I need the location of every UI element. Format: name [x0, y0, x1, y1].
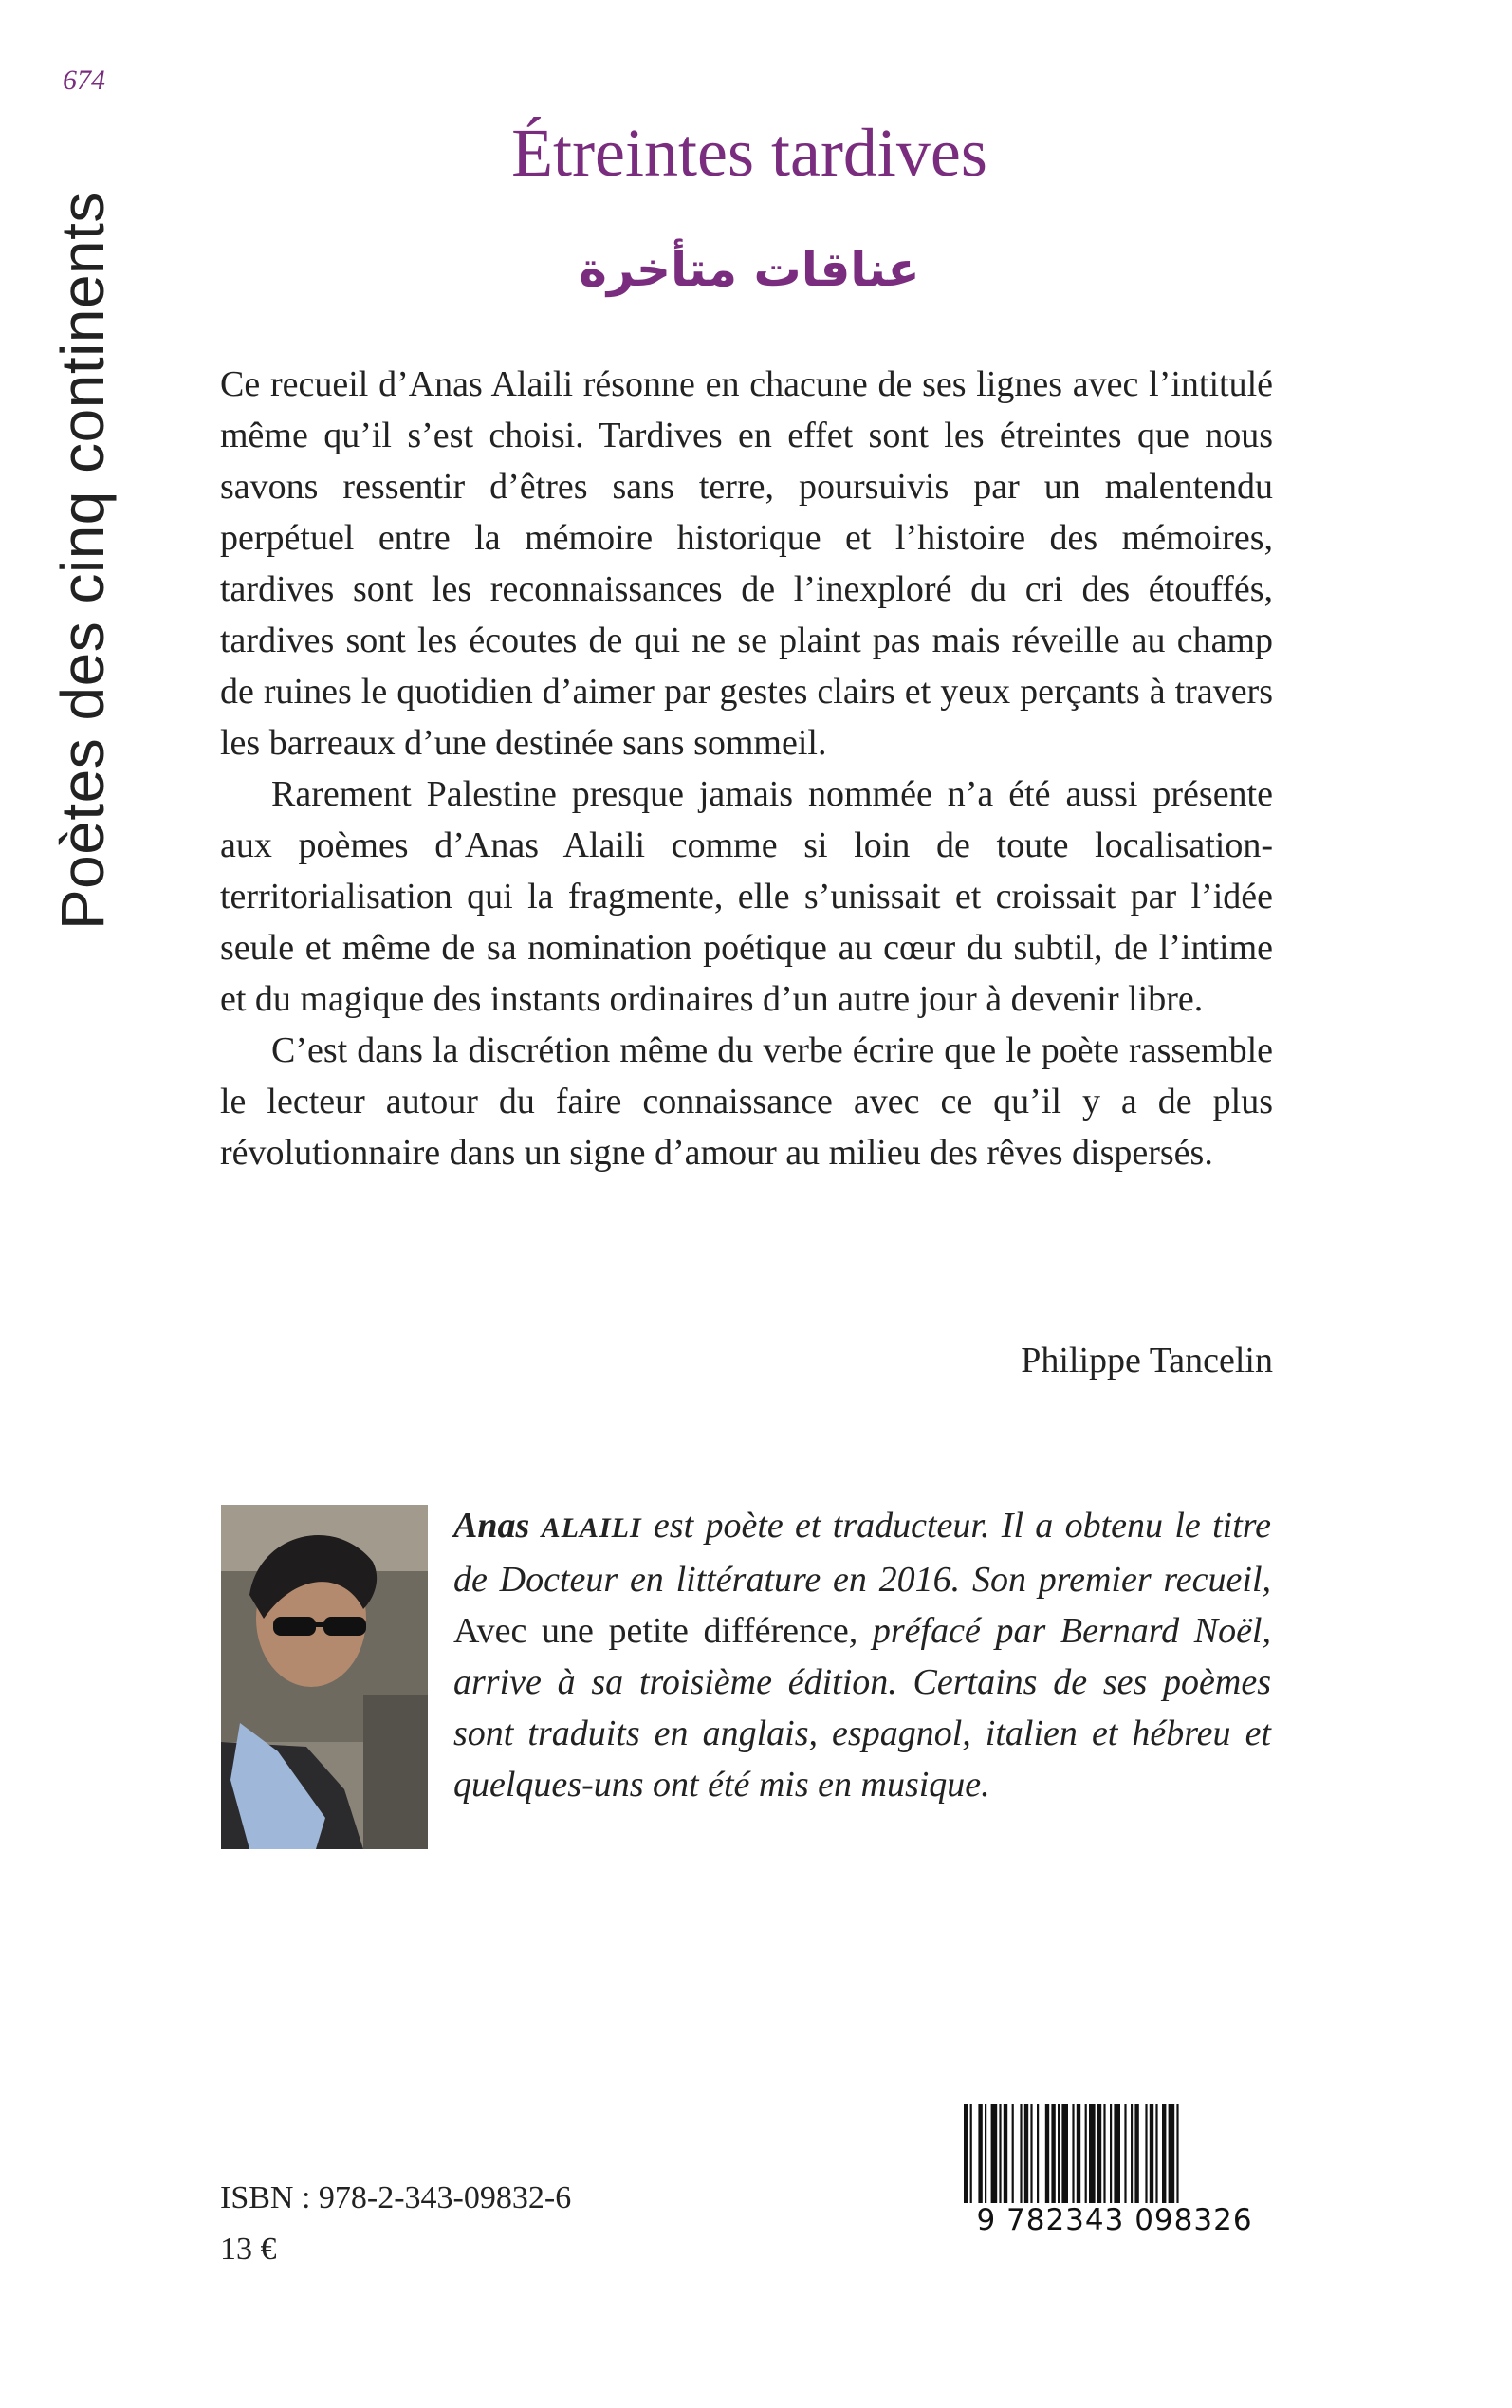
summary-paragraph: C’est dans la discrétion même du verbe écrire que le poète rassemble le lecteur autour du faire connaissance avec ce qu’il y a de plus révolutionnaire dans un signe d’amour au milieu des rêves dispersés.	[220, 1030, 1273, 1173]
series-title-vertical	[47, 152, 117, 930]
bio-text-2: , préfacé par Bernard Noël, arrive à sa troisième édition. Certains de ses poèmes sont traduits en anglais, espagnol, italien et hébreu et quelques-uns ont été mis en musique.	[453, 1611, 1271, 1805]
author-name: Anas ALAILI	[453, 1506, 642, 1546]
book-title: Étreintes tardives	[511, 115, 987, 191]
author-bio	[453, 1500, 1271, 1810]
author-photo	[221, 1505, 428, 1849]
summary-signature: Philippe Tancelin	[1021, 1341, 1273, 1380]
book-arabic-title: عناقات متأخرة	[579, 242, 920, 297]
bio-text-1: est poète et traducteur. Il a obtenu le titre de Docteur en littérature en 2016. Son premier recueil,	[453, 1506, 1271, 1600]
series-title-text: Poètes des cinq continents	[48, 192, 117, 930]
series-number: 674	[63, 65, 105, 96]
price: 13 €	[220, 2232, 277, 2267]
back-cover-summary	[220, 359, 1273, 1178]
summary-paragraph: Ce recueil d’Anas Alaili résonne en chacune de ses lignes avec l’intitulé même qu’il s’est choisi. Tardives en effet sont les étreintes que nous savons ressentir d’êtres sans terre, poursuivis par un malentendu perpétuel entre la mémoire historique et l’histoire des mémoires, tardives sont les reconnaissances de l’inexploré du cri des étouffés, tardives sont les écoutes de qui ne se plaint pas mais réveille au champ de ruines le quotidien d’aimer par gestes clairs et yeux perçants à travers les barreaux d’une destinée sans sommeil.	[220, 364, 1273, 763]
isbn: ISBN : 978-2-343-09832-6	[220, 2180, 572, 2215]
author-lastname: ALAILI	[541, 1512, 642, 1544]
bio-book-reference: Avec une petite différence	[453, 1611, 849, 1651]
summary-paragraph: Rarement Palestine presque jamais nommée n’a été aussi présente aux poèmes d’Anas Alaili comme si loin de toute localisation-territorialisation qui la fragmente, elle s’unissait et croissait par l’idée seule et même de sa nomination poétique au cœur du subtil, de l’intime et du magique des instants ordinaires d’un autre jour à devenir libre.	[220, 774, 1273, 1019]
barcode-digits: 9 782343 098326	[958, 2203, 1271, 2237]
